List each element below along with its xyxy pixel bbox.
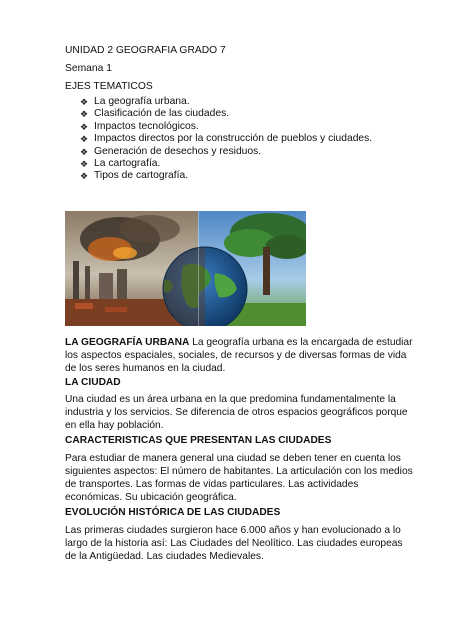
list-item: ❖ Clasificación de las ciudades. — [80, 108, 230, 120]
section-heading-ciudad: LA CIUDAD — [65, 377, 121, 388]
earth-pollution-vs-nature-illustration — [65, 211, 306, 326]
diamond-bullet-icon: ❖ — [80, 171, 89, 182]
topics-list — [80, 96, 372, 183]
section-heading-evolucion: EVOLUCIÓN HISTÓRICA DE LAS CIUDADES — [65, 507, 281, 518]
list-item: ❖ Impactos directos por la construcción de pueblos y ciudades. — [80, 133, 373, 145]
intro-heading: LA GEOGRAFÍA URBANA — [65, 337, 190, 348]
section-text-evolucion: Las primeras ciudades surgieron hace 6.000 años y han evolucionado a lo largo de la historia así: Las Ciudades del Neolítico. Las ciudades europeas de la Antigüedad. Las ciudades Medievales. — [65, 525, 403, 563]
list-item: ❖ La geografía urbana. — [80, 96, 190, 107]
list-item: ❖ La cartografía. — [80, 157, 161, 169]
section-text-ciudad: Una ciudad es un área urbana en la que predomina fundamentalmente la industria y los servicios. Se diferencia de otros espacios geográficos porque en ella hay población. — [65, 394, 408, 432]
diamond-bullet-icon: ❖ — [80, 134, 89, 145]
intro-paragraph — [65, 336, 415, 375]
diamond-bullet-icon: ❖ — [80, 146, 89, 157]
diamond-bullet-icon: ❖ — [80, 97, 89, 107]
diamond-bullet-icon: ❖ — [80, 121, 89, 132]
diamond-bullet-icon: ❖ — [80, 109, 89, 120]
week-label: Semana 1 — [65, 63, 112, 74]
intro-text: La geografía urbana es la encargada de estudiar los aspectos espaciales, sociales, de recursos y de diversas formas de vida de los seres humanos en la ciudad. — [65, 337, 413, 375]
list-item: ❖ Impactos tecnológicos. — [80, 120, 199, 132]
section-text-caracteristicas: Para estudiar de manera general una ciudad se deben tener en cuenta los siguientes aspectos: El número de habitantes. La articulación con los medios de transportes. Las formas de vidas particulares. Las actividades económicas. Su ubicación geográfica. — [65, 453, 413, 504]
unit-title: UNIDAD 2 GEOGRAFIA GRADO 7 — [65, 45, 226, 56]
list-item: ❖ Generación de desechos y residuos. — [80, 145, 262, 157]
list-item: ❖ Tipos de cartografía. — [80, 170, 189, 182]
section-heading-caracteristicas: CARACTERISTICAS QUE PRESENTAN LAS CIUDADES — [65, 435, 332, 446]
section-label: EJES TEMATICOS — [65, 81, 153, 92]
diamond-bullet-icon: ❖ — [80, 158, 89, 169]
